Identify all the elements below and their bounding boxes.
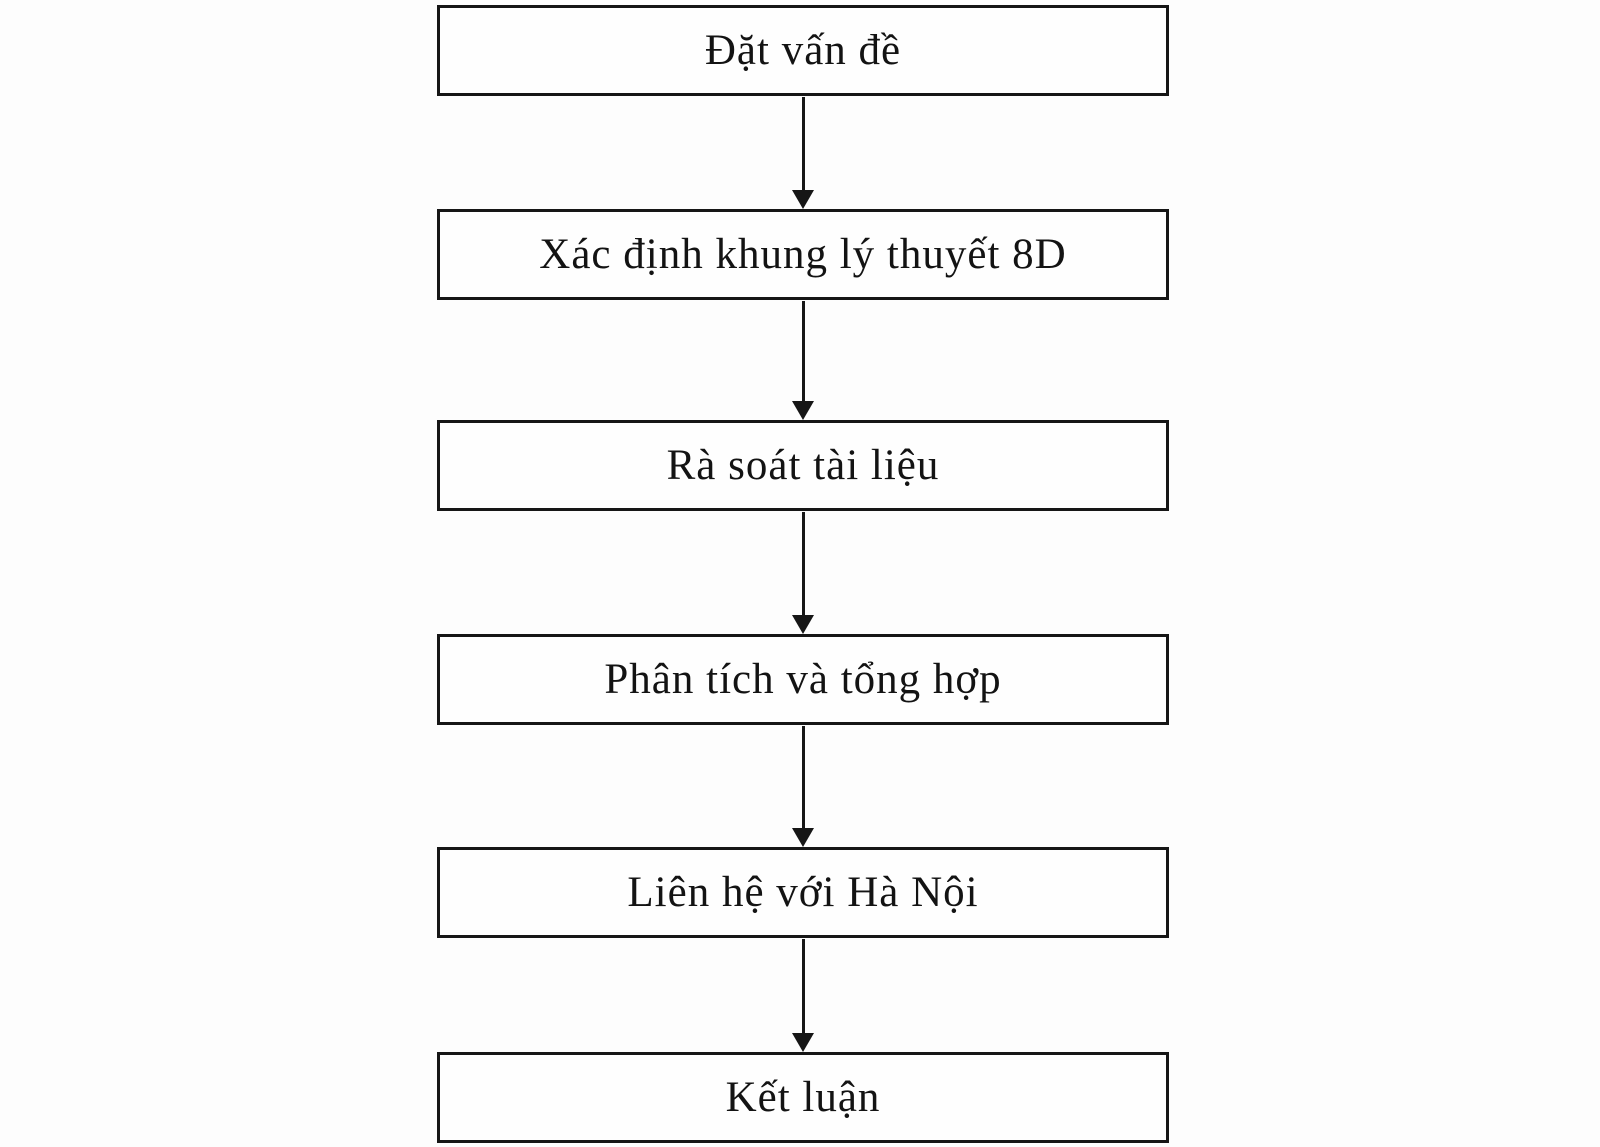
arrow-head xyxy=(792,401,814,420)
flow-step-dat-van-de xyxy=(437,5,1169,96)
flow-step-label: Kết luận xyxy=(725,1074,881,1121)
flow-step-label: Phân tích và tổng hợp xyxy=(604,656,1002,703)
flow-step-label: Liên hệ với Hà Nội xyxy=(627,869,979,916)
arrow-stem xyxy=(802,512,805,615)
arrow-head xyxy=(792,615,814,634)
arrow-head xyxy=(792,1033,814,1052)
flow-step-label: Xác định khung lý thuyết 8D xyxy=(539,231,1067,278)
arrow-stem xyxy=(802,301,805,401)
down-arrow-icon xyxy=(793,726,813,847)
flow-step-ket-luan xyxy=(437,1052,1169,1143)
flow-step-lien-he-ha-noi xyxy=(437,847,1169,938)
flow-step-khung-ly-thuyet xyxy=(437,209,1169,300)
down-arrow-icon xyxy=(793,512,813,634)
down-arrow-icon xyxy=(793,97,813,209)
arrow-stem xyxy=(802,97,805,190)
flow-step-ra-soat-tai-lieu xyxy=(437,420,1169,511)
flow-step-label: Đặt vấn đề xyxy=(704,27,902,74)
arrow-stem xyxy=(802,726,805,828)
flow-step-phan-tich-tong-hop xyxy=(437,634,1169,725)
flow-step-label: Rà soát tài liệu xyxy=(666,442,940,489)
down-arrow-icon xyxy=(793,301,813,420)
arrow-head xyxy=(792,828,814,847)
arrow-stem xyxy=(802,939,805,1033)
arrow-head xyxy=(792,190,814,209)
down-arrow-icon xyxy=(793,939,813,1052)
